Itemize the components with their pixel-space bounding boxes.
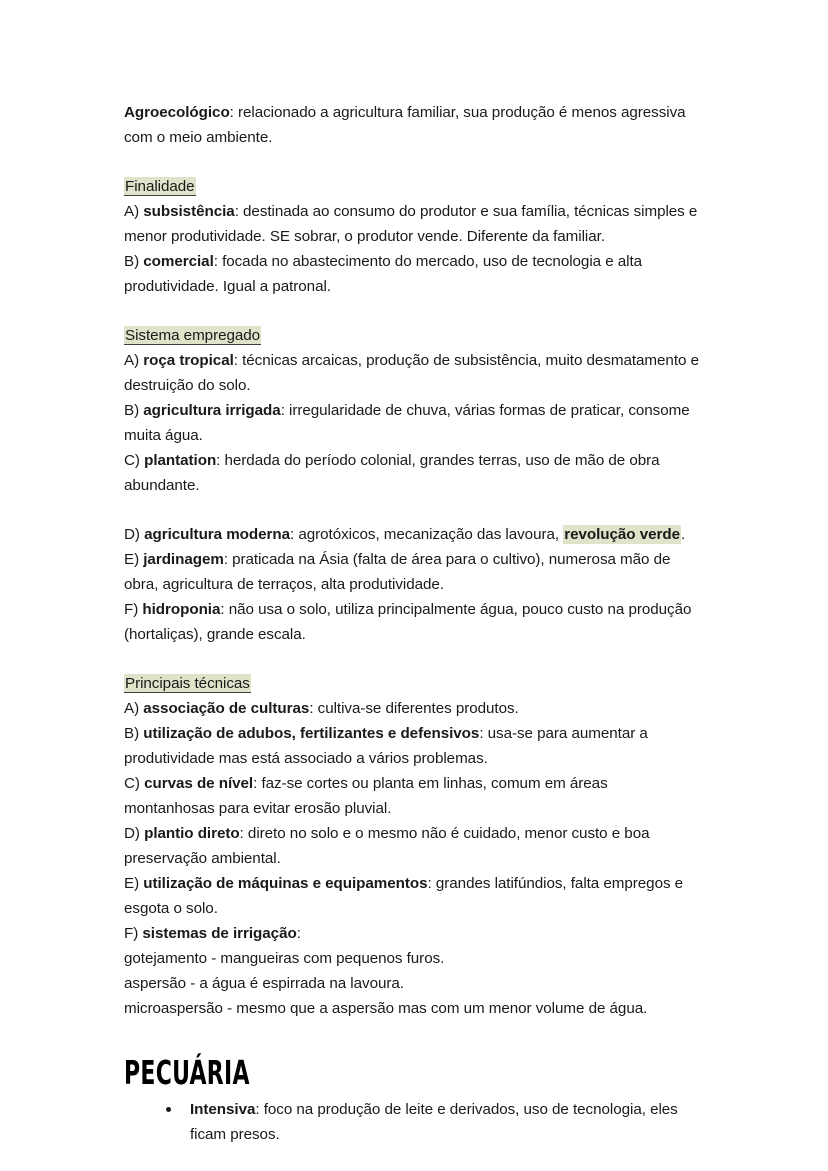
section-heading-principais-tecnicas bbox=[124, 671, 702, 696]
item-term: utilização de adubos, fertilizantes e defensivos bbox=[143, 725, 480, 742]
section-heading-sistema-empregado bbox=[124, 323, 702, 348]
intro-body: : relacionado a agricultura familiar, sua produção é menos agressiva com o meio ambiente. bbox=[124, 104, 686, 146]
list-item bbox=[124, 821, 702, 871]
item-marker: E) bbox=[124, 551, 144, 568]
item-body: : técnicas arcaicas, produção de subsistência, muito desmatamento e destruição do solo. bbox=[124, 352, 699, 394]
document-body bbox=[124, 100, 702, 1147]
item-body: : grandes latifúndios, falta empregos e esgota o solo. bbox=[124, 875, 684, 917]
item-body: : irregularidade de chuva, várias formas de praticar, consome muita água. bbox=[124, 402, 690, 444]
list-item bbox=[124, 696, 702, 721]
irrigation-sub-item: gotejamento - mangueiras com pequenos furos. bbox=[124, 950, 445, 967]
item-marker: B) bbox=[124, 402, 144, 419]
item-body: : destinada ao consumo do produtor e sua família, técnicas simples e menor produtividade. SE sobrar, o produtor vende. Diferente da familiar. bbox=[124, 203, 698, 245]
section-sistema-empregado bbox=[124, 323, 702, 498]
item-body: : cultiva-se diferentes produtos. bbox=[309, 700, 519, 717]
item-body: : direto no solo e o mesmo não é cuidado, menor custo e boa preservação ambiental. bbox=[124, 825, 650, 867]
section-sistema-empregado-continued bbox=[124, 522, 702, 647]
item-term: comercial bbox=[143, 253, 214, 270]
list-item bbox=[124, 199, 702, 249]
item-term: subsistência bbox=[143, 203, 235, 220]
item-marker: B) bbox=[124, 725, 144, 742]
item-body-tail: . bbox=[680, 526, 686, 543]
item-body: : herdada do período colonial, grandes terras, uso de mão de obra abundante. bbox=[124, 452, 660, 494]
list-item bbox=[124, 547, 702, 597]
intro-paragraph bbox=[124, 100, 702, 150]
item-term: sistemas de irrigação bbox=[142, 925, 297, 942]
item-marker: B) bbox=[124, 253, 144, 270]
list-item bbox=[124, 448, 702, 498]
item-term: roça tropical bbox=[143, 352, 234, 369]
item-marker: C) bbox=[124, 452, 145, 469]
highlighted-term: revolução verde bbox=[564, 526, 680, 543]
section-heading-finalidade bbox=[124, 174, 702, 199]
item-marker: A) bbox=[124, 203, 144, 220]
list-item bbox=[124, 398, 702, 448]
item-marker: E) bbox=[124, 875, 144, 892]
list-item bbox=[124, 249, 702, 299]
section-principais-tecnicas bbox=[124, 671, 702, 1021]
list-item bbox=[124, 597, 702, 647]
item-body: : foco na produção de leite e derivados, uso de tecnologia, eles ficam presos. bbox=[190, 1101, 678, 1143]
list-item bbox=[124, 348, 702, 398]
bullet-dot-icon bbox=[166, 1107, 171, 1112]
item-term: hidroponia bbox=[142, 601, 221, 618]
item-body: : agrotóxicos, mecanização das lavoura, bbox=[290, 526, 564, 543]
item-term: plantio direto bbox=[144, 825, 240, 842]
item-term: Intensiva bbox=[190, 1101, 256, 1118]
item-marker: D) bbox=[124, 526, 145, 543]
list-item bbox=[124, 522, 702, 547]
section-heading-label: Finalidade bbox=[125, 178, 195, 195]
list-item bbox=[124, 871, 702, 921]
section-heading-label: Sistema empregado bbox=[125, 327, 261, 344]
item-body: : focada no abastecimento do mercado, uso de tecnologia e alta produtividade. Igual a patronal. bbox=[124, 253, 643, 295]
list-item bbox=[124, 771, 702, 821]
item-term: agricultura moderna bbox=[144, 526, 291, 543]
item-term: curvas de nível bbox=[144, 775, 254, 792]
irrigation-sub-item: aspersão - a água é espirrada na lavoura. bbox=[124, 975, 404, 992]
item-term: jardinagem bbox=[143, 551, 224, 568]
item-marker: D) bbox=[124, 825, 145, 842]
item-body: : usa-se para aumentar a produtividade mas está associado a vários problemas. bbox=[124, 725, 648, 767]
item-body: : não usa o solo, utiliza principalmente água, pouco custo na produção (hortaliças), grande escala. bbox=[124, 601, 692, 643]
list-item bbox=[124, 1097, 702, 1147]
pecuaria-bullet-list bbox=[124, 1097, 702, 1147]
section-heading-label: Principais técnicas bbox=[125, 675, 250, 692]
item-body: : praticada na Ásia (falta de área para o cultivo), numerosa mão de obra, agricultura de terraços, alta produtividade. bbox=[124, 551, 671, 593]
item-term: agricultura irrigada bbox=[143, 402, 281, 419]
intro-term: Agroecológico bbox=[124, 104, 230, 121]
item-body: : bbox=[296, 925, 301, 942]
item-marker: A) bbox=[124, 352, 144, 369]
page-title-pecuaria: PECUÁRIA bbox=[124, 1053, 250, 1092]
section-finalidade bbox=[124, 174, 702, 299]
intro-text bbox=[124, 100, 702, 150]
irrigation-sub-item: microaspersão - mesmo que a aspersão mas com um menor volume de água. bbox=[124, 1000, 648, 1017]
item-marker: C) bbox=[124, 775, 145, 792]
list-item bbox=[124, 921, 702, 946]
item-term: associação de culturas bbox=[143, 700, 310, 717]
item-marker: A) bbox=[124, 700, 144, 717]
item-term: plantation bbox=[144, 452, 217, 469]
item-term: utilização de máquinas e equipamentos bbox=[143, 875, 428, 892]
item-marker: F) bbox=[124, 925, 143, 942]
item-body: : faz-se cortes ou planta em linhas, comum em áreas montanhosas para evitar erosão pluvial. bbox=[124, 775, 608, 817]
item-marker: F) bbox=[124, 601, 143, 618]
list-item bbox=[124, 721, 702, 771]
